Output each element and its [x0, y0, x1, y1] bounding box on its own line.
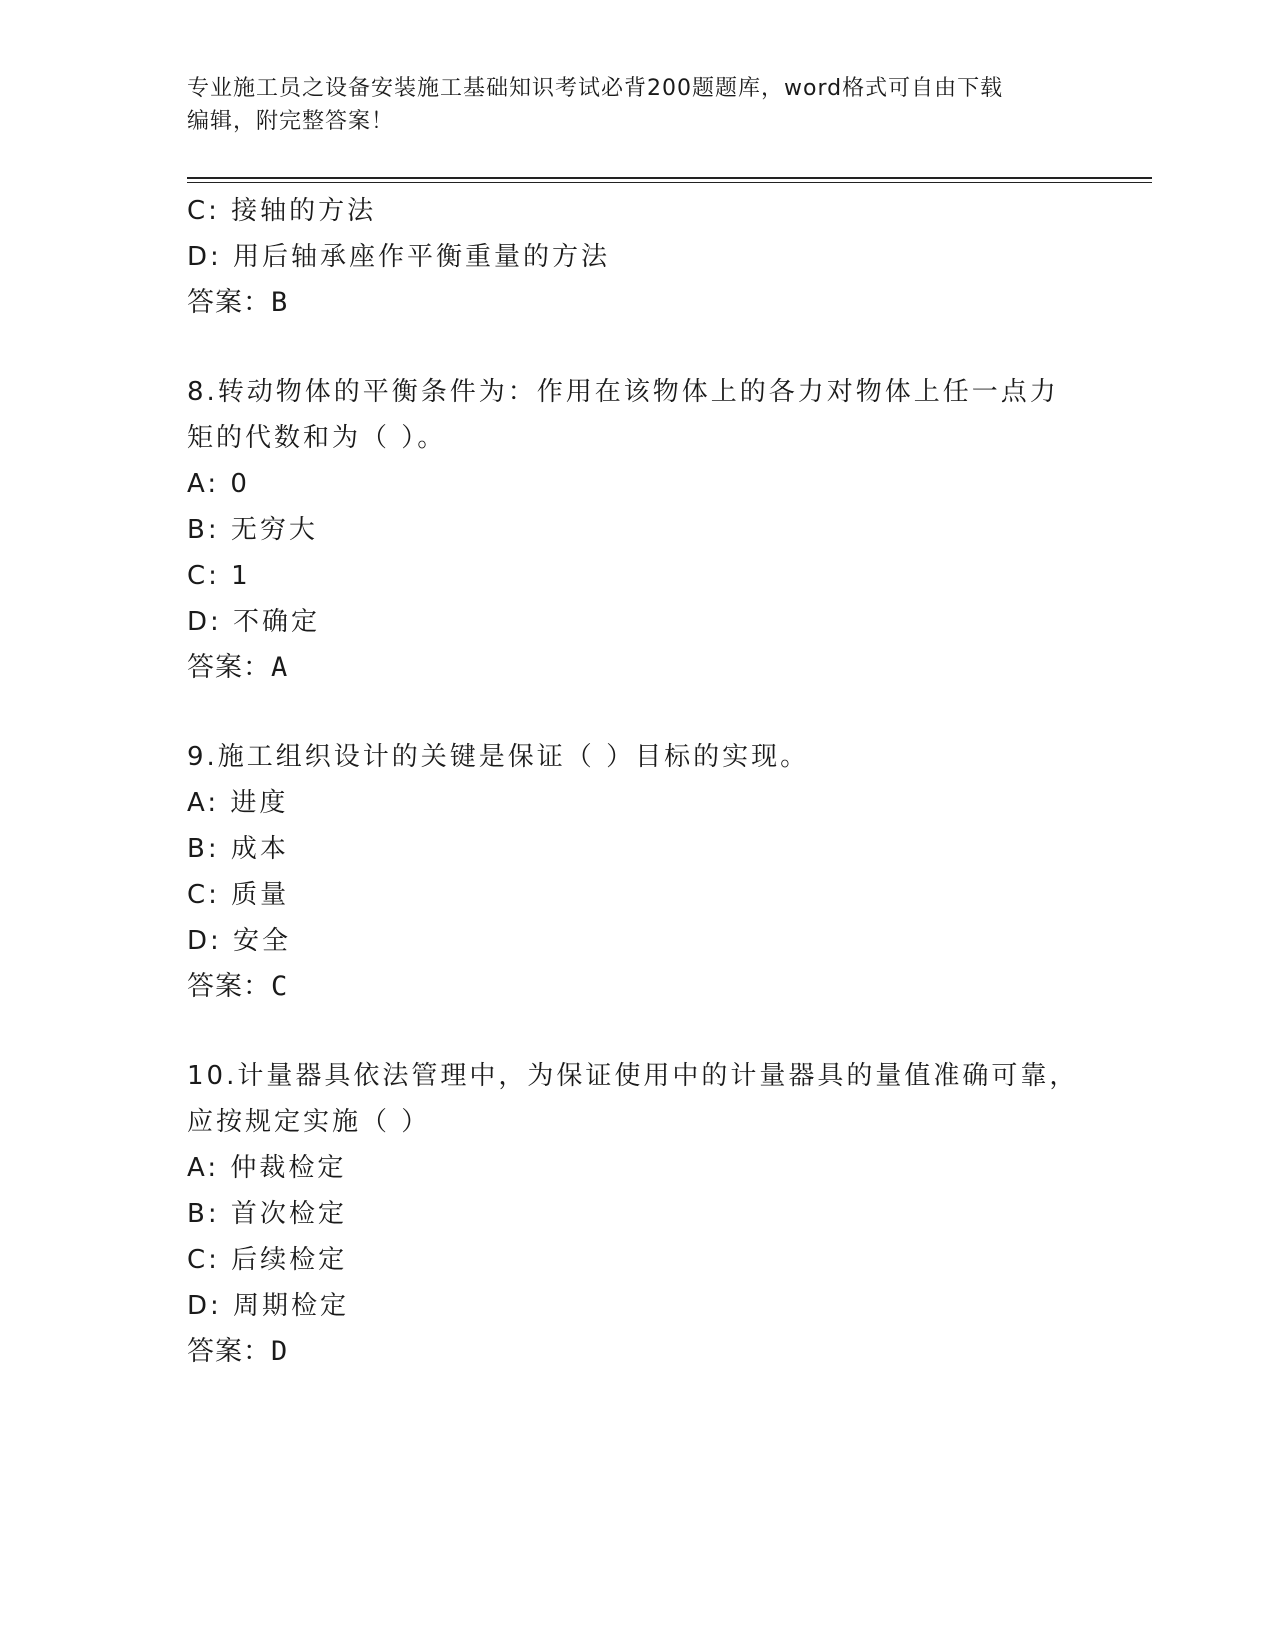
option-b: B: 成本	[187, 834, 289, 864]
header-line-2: 编辑，附完整答案！	[187, 109, 395, 134]
option-c: C: 1	[187, 561, 251, 591]
option-d: D: 用后轴承座作平衡重量的方法	[187, 242, 611, 272]
answer-line: 答案：A	[187, 652, 289, 683]
header-line-1: 专业施工员之设备安装施工基础知识考试必背200题题库，word格式可自由下载	[187, 76, 1004, 101]
question-stem-line: 矩的代数和为（ ）。	[187, 423, 447, 453]
option-a: A: 进度	[187, 788, 289, 818]
answer-line: 答案：B	[187, 287, 289, 318]
question-stem-line: 10.计量器具依法管理中，为保证使用中的计量器具的量值准确可靠，	[187, 1061, 1079, 1091]
header-divider-thick	[187, 177, 1152, 179]
document-body	[187, 188, 1087, 1375]
option-d: D: 周期检定	[187, 1291, 350, 1321]
option-d: D: 不确定	[187, 607, 321, 637]
option-c: C: 质量	[187, 880, 290, 910]
question-7-tail	[187, 188, 1087, 326]
question-10	[187, 1053, 1087, 1375]
header-divider-thin	[187, 182, 1152, 183]
question-8	[187, 369, 1087, 691]
question-stem-line: 8.转动物体的平衡条件为：作用在该物体上的各力对物体上任一点力	[187, 377, 1059, 407]
option-a: A: 0	[187, 469, 250, 499]
option-c: C: 后续检定	[187, 1245, 348, 1275]
option-d: D: 安全	[187, 926, 292, 956]
document-header	[187, 72, 1067, 138]
question-stem-line: 9.施工组织设计的关键是保证（ ）目标的实现。	[187, 742, 810, 772]
question-9	[187, 734, 1087, 1010]
question-stem-line: 应按规定实施（ ）	[187, 1107, 431, 1137]
option-b: B: 首次检定	[187, 1199, 347, 1229]
option-c: C: 接轴的方法	[187, 196, 377, 226]
option-a: A: 仲裁检定	[187, 1153, 347, 1183]
answer-line: 答案：D	[187, 1336, 289, 1367]
answer-line: 答案：C	[187, 971, 289, 1002]
option-b: B: 无穷大	[187, 515, 318, 545]
